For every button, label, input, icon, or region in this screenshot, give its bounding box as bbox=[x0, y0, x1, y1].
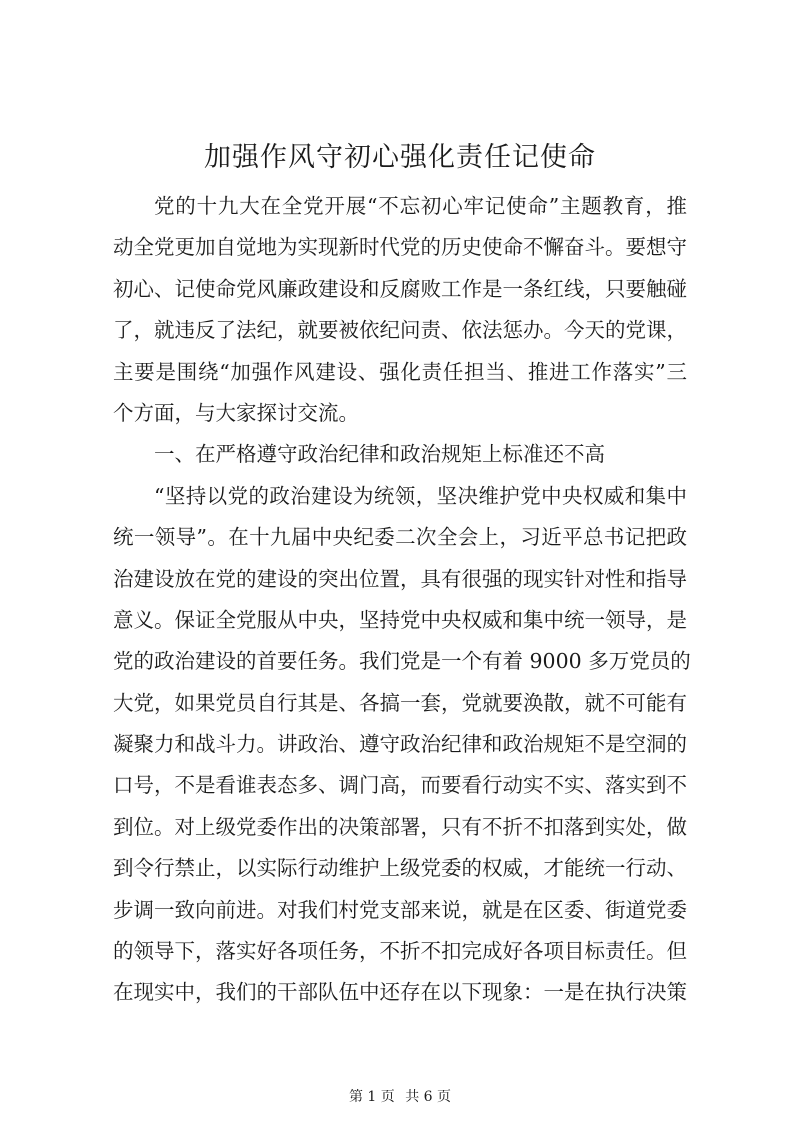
body-line: 了，就违反了法纪，就要被依纪问责、依法惩办。今天的党课， bbox=[113, 318, 687, 343]
section-heading: 一、在严格遵守政治纪律和政治规矩上标准还不高 bbox=[154, 442, 605, 467]
body-line: 个方面，与大家探讨交流。 bbox=[113, 400, 359, 425]
body-line: 大党，如果党员自行其是、各搞一套，党就要涣散，就不可能有 bbox=[113, 690, 687, 715]
body-line: 凝聚力和战斗力。讲政治、遵守政治纪律和政治规矩不是空洞的 bbox=[113, 732, 687, 757]
document-body bbox=[113, 186, 691, 1014]
body-line: 党的政治建设的首要任务。我们党是一个有着 9000 多万党员的 bbox=[113, 649, 691, 674]
body-line: 初心、记使命党风廉政建设和反腐败工作是一条红线，只要触碰 bbox=[113, 276, 687, 301]
document-title: 加强作风守初心强化责任记使命 bbox=[204, 142, 596, 173]
body-line: 在现实中，我们的干部队伍中还存在以下现象：一是在执行决策 bbox=[113, 980, 687, 1005]
body-line: 意义。保证全党服从中央，坚持党中央权威和集中统一领导，是 bbox=[113, 607, 687, 632]
page-total: 共 6 页 bbox=[405, 1089, 452, 1105]
body-line: “坚持以党的政治建设为统领，坚决维护党中央权威和集中 bbox=[154, 483, 687, 508]
page-number: 第 1 页 bbox=[348, 1089, 395, 1105]
body-line: 治建设放在党的建设的突出位置，具有很强的现实针对性和指导 bbox=[113, 566, 687, 591]
page-footer bbox=[0, 1087, 800, 1107]
body-line: 口号，不是看谁表态多、调门高，而要看行动实不实、落实到不 bbox=[113, 773, 687, 798]
body-line: 步调一致向前进。对我们村党支部来说，就是在区委、街道党委 bbox=[113, 897, 687, 922]
body-line: 到令行禁止，以实际行动维护上级党委的权威，才能统一行动、 bbox=[113, 856, 687, 881]
body-line: 动全党更加自觉地为实现新时代党的历史使命不懈奋斗。要想守 bbox=[113, 235, 687, 260]
body-line: 主要是围绕“加强作风建设、强化责任担当、推进工作落实”三 bbox=[113, 359, 687, 384]
body-line: 的领导下，落实好各项任务，不折不扣完成好各项目标责任。但 bbox=[113, 939, 687, 964]
body-line: 到位。对上级党委作出的决策部署，只有不折不扣落到实处，做 bbox=[113, 814, 687, 839]
body-line: 统一领导”。在十九届中央纪委二次全会上，习近平总书记把政 bbox=[113, 525, 687, 550]
body-line: 党的十九大在全党开展“不忘初心牢记使命”主题教育，推 bbox=[154, 194, 687, 218]
